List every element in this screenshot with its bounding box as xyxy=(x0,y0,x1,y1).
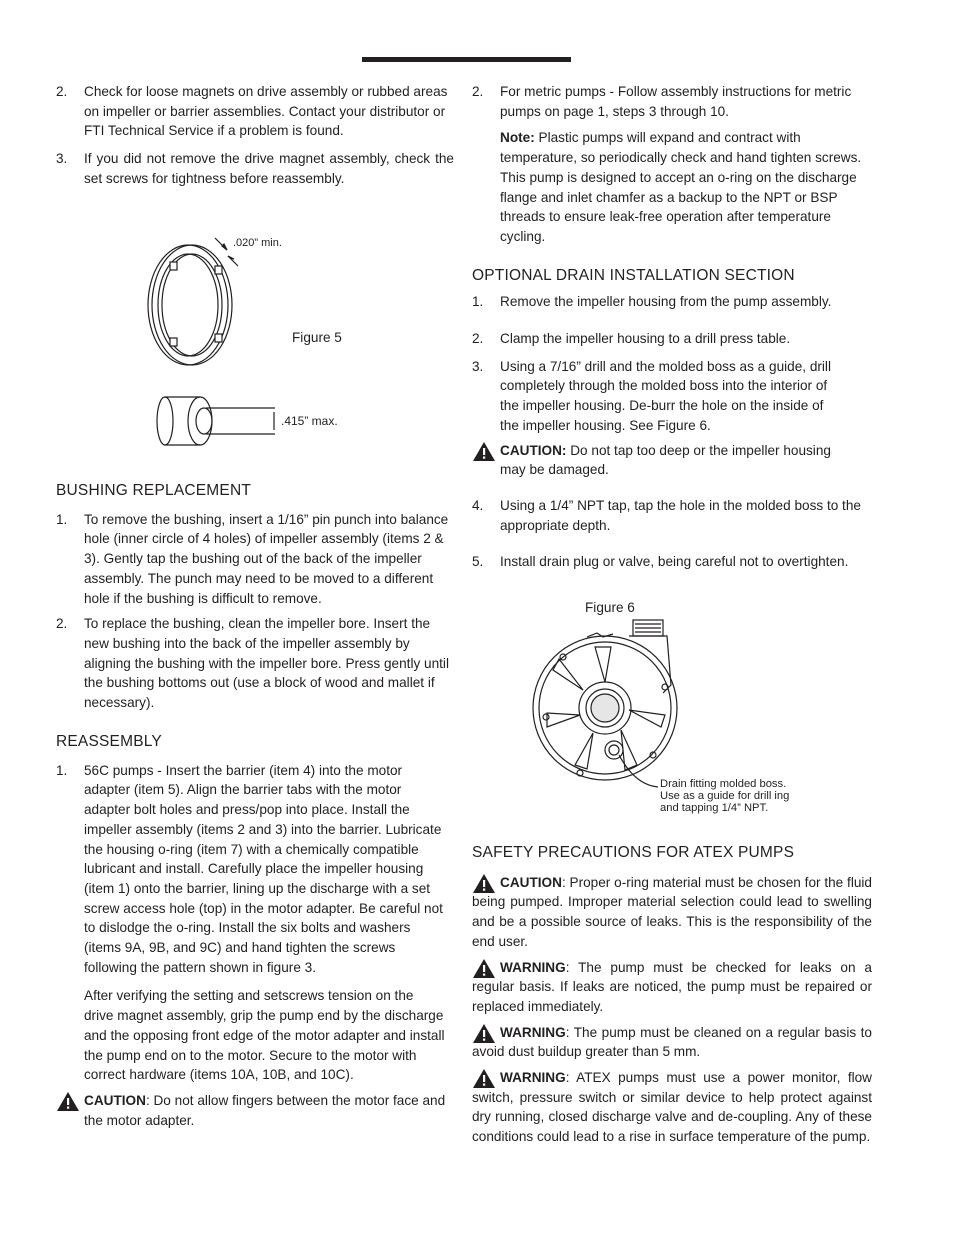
section-heading: REASSEMBLY xyxy=(56,733,162,750)
item-text: 56C pumps - Insert the barrier (item 4) into the motor adapter (item 5). Align the barrier tabs with the motor adapter bolt holes and press/pop into place. Install the impeller assembly (items 2 and 3) into the barrier. Lubricate the housing o-ring (item 7) with a chemically compatible lubricant and install. Carefully place the impeller housing (item 1) onto the barrier, lining up the discharge with a set screw access hole (top) in the motor adapter. Be careful not to dislodge the o-ring. Install the six bolts and washers (items 9A, 9B, and 9C) and hand tighten the screws following the pattern shown in figure 3. xyxy=(84,762,443,975)
caution-label: CAUTION xyxy=(84,1092,146,1108)
bushing-section xyxy=(56,481,454,720)
list-item xyxy=(472,552,872,572)
item-text: To replace the bushing, clean the impeller bore. Insert the new bushing into the back of the impeller assembly by aligning the bushing with the impeller bore. Press gently until the bushing bottoms out (use a block of wood and mallet if necessary). xyxy=(84,616,449,711)
warning-triangle-icon xyxy=(473,959,495,978)
list-item xyxy=(472,82,872,121)
section-heading: BUSHING REPLACEMENT xyxy=(56,482,251,499)
item-number: 1. xyxy=(56,762,68,778)
item-number: 5. xyxy=(472,554,484,570)
callout-line-2: Use as a guide for drill ing xyxy=(660,790,790,802)
safety-note xyxy=(472,1023,872,1062)
safety-section xyxy=(472,843,872,1153)
safety-label: CAUTION xyxy=(500,874,562,890)
list-item xyxy=(472,496,872,535)
item-number: 2. xyxy=(472,331,484,347)
dimension-label-bottom: .415” max. xyxy=(281,414,338,428)
item-number: 1. xyxy=(472,294,484,310)
item-text: For metric pumps - Follow assembly instructions for metric pumps on page 1, steps 3 through 10. xyxy=(500,84,852,119)
section-heading: OPTIONAL DRAIN INSTALLATION SECTION xyxy=(472,266,795,284)
safety-text: : ATEX pumps must use a power monitor, flow switch, pressure switch or similar device to help protect against dry running, closed discharge valve and de-coupling. Any of these conditions could lead to a rise in surface temperature of the pump. xyxy=(472,1070,872,1145)
safety-note xyxy=(472,958,872,1017)
note-label: Note: xyxy=(500,130,535,146)
caution-note xyxy=(472,441,872,480)
list-item xyxy=(56,761,446,978)
warning-triangle-icon xyxy=(473,442,495,461)
safety-text: : The pump must be cleaned on a regular basis to avoid dust buildup greater than 5 mm. xyxy=(472,1024,872,1060)
dimension-label-top: .020” min. xyxy=(233,237,282,249)
item-number: 4. xyxy=(472,497,484,513)
left-column xyxy=(56,82,454,196)
item-number: 2. xyxy=(56,616,68,632)
figure-5-caption: Figure 5 xyxy=(292,330,342,345)
item-text: Using a 7/16” drill and the molded boss as a guide, drill completely through the molded boss into the interior of the impeller housing. De-burr the hole on the inside of the impeller housing. See Figure 6. xyxy=(500,358,831,433)
section-heading: SAFETY PRECAUTIONS FOR ATEX PUMPS xyxy=(472,844,795,861)
note-paragraph xyxy=(472,128,872,246)
item-number: 2. xyxy=(472,84,484,99)
warning-triangle-icon xyxy=(473,1069,495,1088)
item-text: Clamp the impeller housing to a drill press table. xyxy=(500,331,791,347)
safety-text: : Proper o-ring material must be chosen for the fluid being pumped. Improper material selection could lead to swelling and be a possible source of leaks. This is the responsibility of the end user. xyxy=(472,874,872,949)
item-text: If you did not remove the drive magnet assembly, check the set screws for tightness before reassembly. xyxy=(84,151,454,186)
list-item xyxy=(56,614,454,713)
warning-triangle-icon xyxy=(473,874,495,893)
list-item xyxy=(56,510,454,609)
caution-label: CAUTION: xyxy=(500,442,567,458)
item-number: 2. xyxy=(56,84,68,99)
item-number: 3. xyxy=(56,151,68,167)
paragraph: After verifying the setting and setscrews tension on the drive magnet assembly, grip the pump end by the discharge and the opposing front edge of the motor adapter and install the pump end on to the motor. Secure to the motor with correct hardware (items 10A, 10B, and 10C). xyxy=(84,988,445,1083)
figure-6-caption: Figure 6 xyxy=(585,600,635,615)
list-item xyxy=(472,329,872,349)
safety-label: WARNING xyxy=(500,1024,566,1040)
item-text: To remove the bushing, insert a 1/16” pin punch into balance hole (inner circle of 4 holes) of impeller assembly (items 2 & 3). Gently tap the bushing out of the back of the impeller assembly. The punch may need to be moved to a different hole if the bushing is difficult to remove. xyxy=(84,511,449,606)
safety-label: WARNING xyxy=(500,1070,566,1086)
safety-note xyxy=(472,1068,872,1147)
callout-line-3: and tapping 1/4” NPT. xyxy=(660,802,769,814)
item-text: Using a 1/4” NPT tap, tap the hole in the molded boss to the appropriate depth. xyxy=(500,497,861,533)
right-column xyxy=(472,82,872,579)
item-number: 3. xyxy=(472,358,484,374)
top-rule xyxy=(362,57,571,62)
warning-triangle-icon xyxy=(473,1024,495,1043)
safety-note xyxy=(472,873,872,952)
list-item xyxy=(472,292,872,312)
safety-label: WARNING xyxy=(500,959,566,975)
note-text: Plastic pumps will expand and contract with temperature, so periodically check and hand tighten screws. This pump is designed to accept an o-ring on the discharge flange and inlet chamfer as a backup to the NPT or BSP threads to ensure leak-free operation after temperature cycling. xyxy=(500,130,862,244)
item-text: Check for loose magnets on drive assembly or rubbed areas on impeller or barrier assemblies. Contact your distributor or FTI Technical Service if a problem is found. xyxy=(84,84,448,139)
figure-5-ring-diagram xyxy=(140,228,400,453)
item-number: 1. xyxy=(56,511,68,527)
caution-note xyxy=(56,1091,446,1130)
item-text: Remove the impeller housing from the pump assembly. xyxy=(500,294,832,310)
list-item xyxy=(472,357,872,436)
item-text: Install drain plug or valve, being careful not to overtighten. xyxy=(500,554,849,570)
reassembly-section xyxy=(56,732,446,1130)
callout-line-1: Drain fitting molded boss. xyxy=(660,778,787,790)
caution-text: Do not tap too deep or the impeller housing may be damaged. xyxy=(500,442,831,478)
safety-text: : The pump must be checked for leaks on a regular basis. If leaks are noticed, the pump must be repaired or replaced immediately. xyxy=(472,959,872,1014)
caution-text: : Do not allow fingers between the motor face and the motor adapter. xyxy=(84,1092,446,1128)
warning-triangle-icon xyxy=(57,1092,79,1111)
list-item xyxy=(56,82,454,141)
list-item xyxy=(56,149,454,188)
